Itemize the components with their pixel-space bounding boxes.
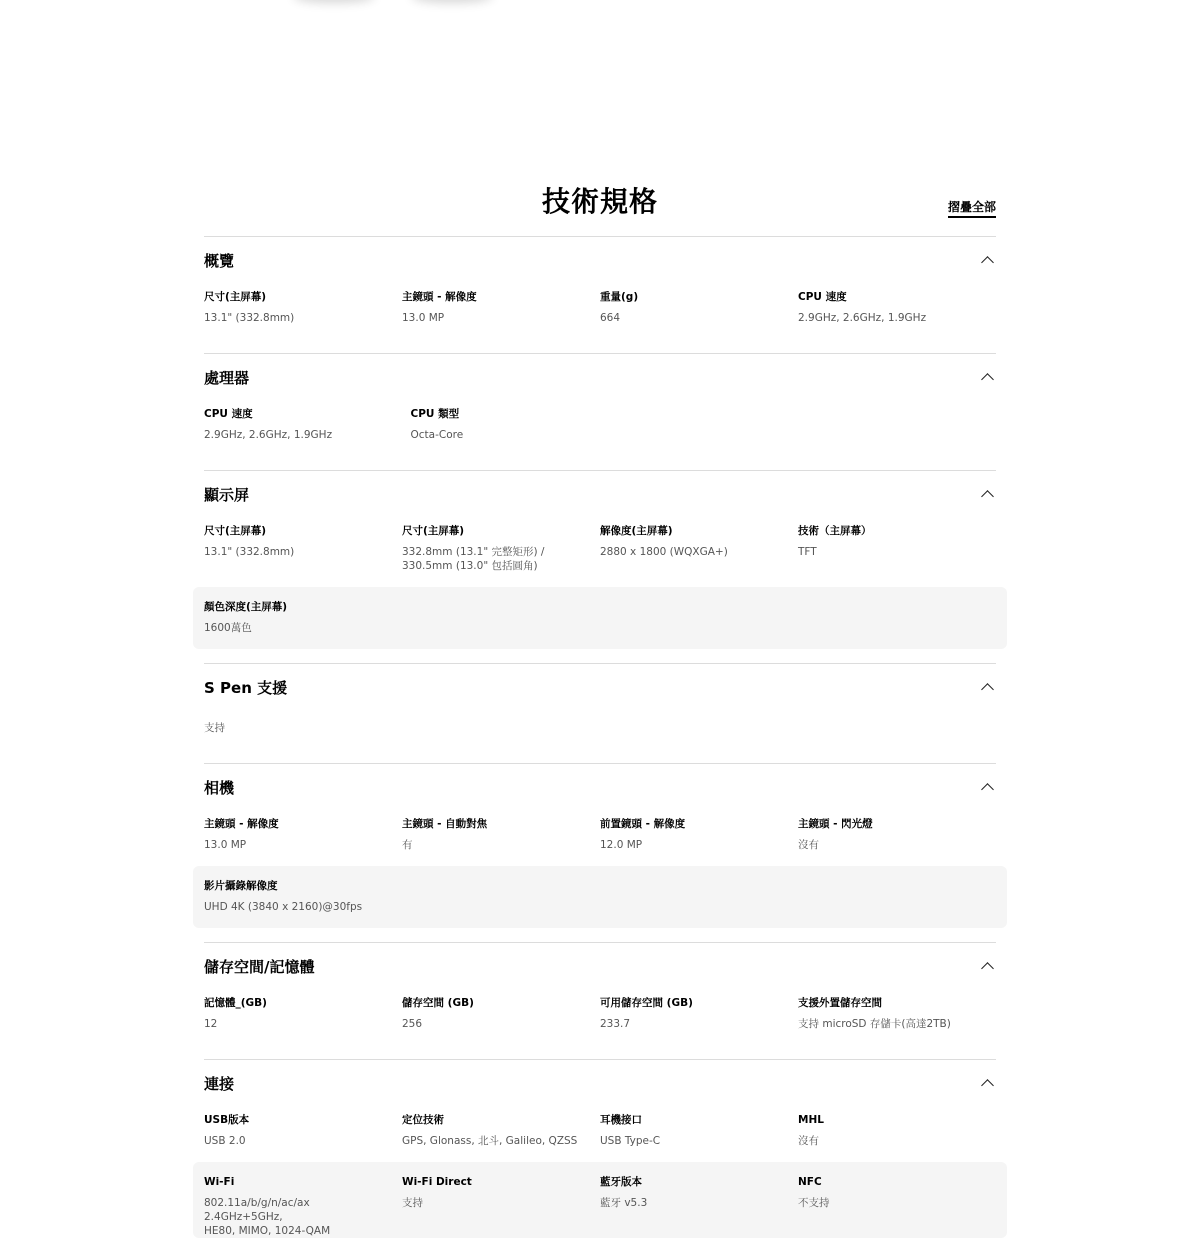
spec-label: CPU 速度 (204, 408, 253, 420)
spec-value: 12 (204, 1018, 218, 1030)
spec-value: 664 (600, 312, 621, 324)
spec-value: 802.11a/b/g/n/ac/ax 2.4GHz+5GHz, HE80, MIMO, 1024-QAM (204, 1197, 331, 1237)
page-title: 技術規格 (541, 185, 658, 218)
spec-item (798, 993, 996, 1031)
spec-item (600, 1172, 798, 1238)
spec-value: 1600萬色 (204, 622, 252, 634)
spec-section-header[interactable] (204, 1060, 996, 1110)
spec-item (402, 287, 600, 325)
spec-label: 可用儲存空間 (GB) (600, 997, 693, 1009)
spec-item (204, 1110, 402, 1148)
spec-item (798, 814, 996, 852)
spec-label: 尺寸(主屏幕) (402, 525, 465, 537)
spec-value: Octa-Core (410, 429, 464, 441)
spec-section (204, 942, 996, 1059)
chevron-up-icon[interactable] (981, 683, 994, 696)
spec-value: UHD 4K (3840 x 2160)@30fps (204, 901, 363, 913)
spec-value: 13.0 MP (402, 312, 445, 324)
spec-value: 支持 microSD 存儲卡(高達2TB) (798, 1018, 951, 1030)
spec-value: 13.0 MP (204, 839, 247, 851)
chevron-up-icon[interactable] (981, 256, 994, 269)
section-spacer (204, 649, 996, 663)
spec-item (204, 287, 402, 325)
spec-item (798, 1172, 996, 1238)
spec-row (204, 1110, 996, 1162)
spec-item (204, 993, 402, 1031)
section-spacer (204, 749, 996, 763)
spec-item (204, 521, 402, 573)
spec-section-title: 處理器 (204, 369, 250, 387)
spec-label: 耳機接口 (600, 1114, 642, 1126)
spec-row (204, 1162, 996, 1238)
spec-label: Wi-Fi Direct (402, 1176, 472, 1188)
spec-label: 藍牙版本 (600, 1176, 642, 1188)
spec-section (204, 353, 996, 470)
spec-label: 支援外置儲存空間 (798, 997, 882, 1009)
spec-label: 尺寸(主屏幕) (204, 291, 267, 303)
spec-list (204, 236, 996, 1252)
spec-label: NFC (798, 1176, 822, 1188)
spec-value: TFT (798, 546, 817, 558)
spec-value: 13.1" (332.8mm) (204, 312, 295, 324)
spec-item (600, 993, 798, 1031)
spec-label: 主鏡頭 - 閃光燈 (798, 818, 873, 830)
spec-value: 支持 (204, 722, 225, 734)
spec-section-header[interactable] (204, 354, 996, 404)
spec-item (204, 597, 411, 635)
spec-item (600, 814, 798, 852)
chevron-up-icon[interactable] (981, 783, 994, 796)
spec-label: 主鏡頭 - 解像度 (204, 818, 279, 830)
spec-label: MHL (798, 1114, 824, 1126)
spec-value: 2880 x 1800 (WQXGA+) (600, 546, 728, 558)
spec-label: 解像度(主屏幕) (600, 525, 673, 537)
spec-item (411, 404, 618, 442)
spec-item (204, 814, 402, 852)
spec-item (798, 1110, 996, 1148)
spec-item (600, 287, 798, 325)
spec-row (204, 714, 996, 749)
spec-section-title: 顯示屏 (204, 486, 250, 504)
spec-item (402, 814, 600, 852)
spec-value: 13.1" (332.8mm) (204, 546, 295, 558)
spec-value: 有 (402, 839, 413, 851)
spec-item (402, 1172, 600, 1238)
spec-row (204, 587, 996, 649)
spec-value: GPS, Glonass, 北斗, Galileo, QZSS (402, 1135, 578, 1147)
spec-label: 影片攝錄解像度 (204, 880, 278, 892)
spec-label: Wi-Fi (204, 1176, 235, 1188)
spec-value: 256 (402, 1018, 423, 1030)
spec-label: 前置鏡頭 - 解像度 (600, 818, 686, 830)
spec-row (204, 521, 996, 587)
spec-value: USB 2.0 (204, 1135, 246, 1147)
spec-section-header[interactable] (204, 237, 996, 287)
spec-item (600, 1110, 798, 1148)
spec-label: 技術（主屏幕） (798, 525, 872, 537)
spec-item (204, 1172, 402, 1238)
spec-item (204, 714, 411, 735)
spec-item (600, 521, 798, 573)
spec-label: CPU 類型 (410, 408, 460, 420)
chevron-up-icon[interactable] (981, 490, 994, 503)
spec-value: 12.0 MP (600, 839, 643, 851)
spec-item (204, 876, 411, 914)
spec-section-title: 連接 (204, 1075, 235, 1093)
spec-row (204, 404, 996, 456)
spec-value: 332.8mm (13.1" 完整矩形) / 330.5mm (13.0" 包括圓角) (402, 546, 545, 572)
spec-item (798, 521, 996, 573)
spec-label: 尺寸(主屏幕) (204, 525, 267, 537)
spec-section (204, 236, 996, 353)
spec-section-header[interactable] (204, 764, 996, 814)
spec-item (798, 287, 996, 325)
spec-item (402, 521, 600, 573)
spec-row (204, 287, 996, 339)
spec-label: 定位技術 (402, 1114, 444, 1126)
spec-label: 重量(g) (600, 291, 639, 303)
section-spacer (204, 339, 996, 353)
spec-section-header[interactable] (204, 943, 996, 993)
spec-label: CPU 速度 (798, 291, 847, 303)
spec-section (204, 763, 996, 942)
spec-row (204, 993, 996, 1045)
spec-value: 233.7 (600, 1018, 631, 1030)
spec-label: 顏色深度(主屏幕) (204, 601, 288, 613)
spec-section-title: 儲存空間/記憶體 (204, 958, 315, 976)
collapse-all-button[interactable]: 摺疊全部 (948, 200, 996, 218)
chevron-up-icon[interactable] (981, 1079, 994, 1092)
chevron-up-icon[interactable] (981, 962, 994, 975)
spec-value: 沒有 (798, 839, 819, 851)
spec-item (402, 993, 600, 1031)
spec-section (204, 1059, 996, 1252)
spec-item (204, 404, 411, 442)
section-spacer (204, 1045, 996, 1059)
spec-value: USB Type-C (600, 1135, 661, 1147)
spec-section-title: 概覽 (204, 252, 235, 270)
spec-label: 儲存空間 (GB) (402, 997, 474, 1009)
section-spacer (204, 1238, 996, 1252)
spec-value: 支持 (402, 1197, 423, 1209)
spec-label: 記憶體_(GB) (204, 997, 267, 1009)
spec-value: 2.9GHz, 2.6GHz, 1.9GHz (204, 429, 333, 441)
spec-label: 主鏡頭 - 解像度 (402, 291, 477, 303)
spec-value: 不支持 (798, 1197, 830, 1209)
spec-value: 藍牙 v5.3 (600, 1197, 648, 1209)
spec-value: 沒有 (798, 1135, 819, 1147)
spec-section (204, 470, 996, 663)
section-spacer (204, 456, 996, 470)
spec-value: 2.9GHz, 2.6GHz, 1.9GHz (798, 312, 927, 324)
spec-section-title: S Pen 支援 (204, 679, 288, 697)
spec-label: 主鏡頭 - 自動對焦 (402, 818, 488, 830)
spec-row (204, 814, 996, 866)
chevron-up-icon[interactable] (981, 373, 994, 386)
spec-section-header[interactable] (204, 471, 996, 521)
spec-item (402, 1110, 600, 1148)
spec-section-title: 相機 (204, 779, 235, 797)
spec-label: USB版本 (204, 1114, 250, 1126)
section-spacer (204, 928, 996, 942)
spec-row (204, 866, 996, 928)
spec-section-header[interactable] (204, 664, 996, 714)
spec-section (204, 663, 996, 763)
